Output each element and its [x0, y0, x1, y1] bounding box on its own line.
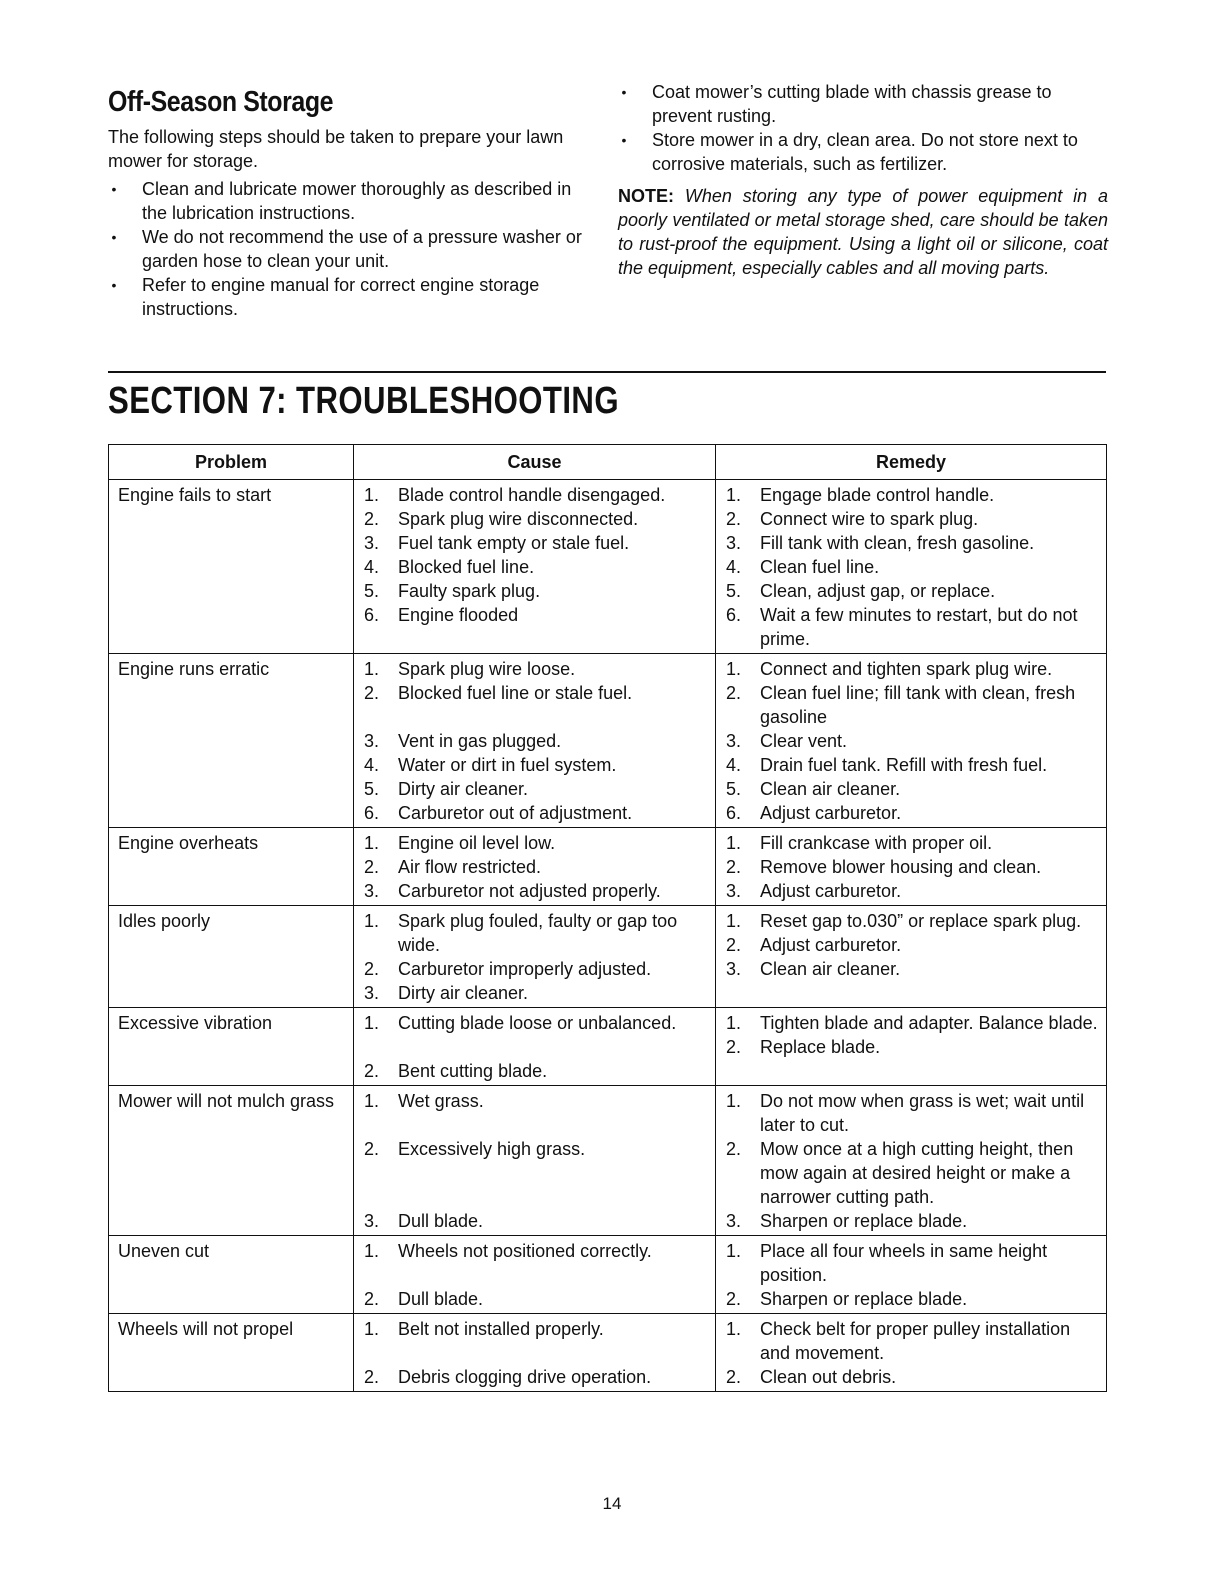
remedy-item [716, 579, 1106, 603]
cause-item [354, 531, 715, 555]
item-text: Engage blade control handle. [760, 485, 995, 505]
cause-item [354, 1209, 715, 1233]
item-number: 2. [726, 683, 742, 703]
item-text: Adjust carburetor. [760, 803, 902, 823]
item-text: Spark plug fouled, faulty or gap too wide. [398, 911, 678, 955]
cause-cell [354, 828, 716, 906]
remedy-cell [716, 654, 1107, 828]
table-row [109, 906, 1107, 1008]
remedy-item [716, 657, 1106, 681]
item-number: 1. [726, 1091, 742, 1111]
remedy-item [716, 933, 1106, 957]
remedy-item [716, 801, 1106, 825]
item-text: Blocked fuel line or stale fuel. [398, 683, 633, 703]
item-number: 2. [364, 857, 380, 877]
item-number: 2. [364, 1289, 380, 1309]
header-problem: Problem [109, 445, 354, 480]
item-number: 1. [726, 911, 742, 931]
remedy-item [716, 531, 1106, 555]
remedy-item [716, 507, 1106, 531]
item-number: 5. [726, 581, 742, 601]
cause-item [354, 777, 715, 801]
remedy-item [716, 1011, 1106, 1035]
item-number: 3. [364, 731, 380, 751]
table-row [109, 1008, 1107, 1086]
section-divider [108, 371, 1106, 373]
item-number: 6. [726, 605, 742, 625]
table-row [109, 480, 1107, 654]
item-number: 4. [364, 557, 380, 577]
item-text: Adjust carburetor. [760, 881, 902, 901]
item-text: Clean out debris. [760, 1367, 897, 1387]
item-number: 1. [726, 1013, 742, 1033]
item-text: Clean air cleaner. [760, 779, 901, 799]
remedy-cell [716, 1236, 1107, 1314]
item-text: Wet grass. [398, 1091, 484, 1111]
item-text: Carburetor improperly adjusted. [398, 959, 652, 979]
item-text: Clear vent. [760, 731, 848, 751]
remedy-item [716, 483, 1106, 507]
item-number: 3. [726, 881, 742, 901]
problem-cell: Engine runs erratic [109, 654, 354, 828]
cause-item [354, 1011, 715, 1059]
item-text: Debris clogging drive operation. [398, 1367, 652, 1387]
remedy-cell [716, 1314, 1107, 1392]
remedy-item [716, 1365, 1106, 1389]
storage-right-bullets [618, 80, 1108, 176]
item-text: Remove blower housing and clean. [760, 857, 1042, 877]
cause-item [354, 801, 715, 825]
item-text: Fuel tank empty or stale fuel. [398, 533, 630, 553]
cause-item [354, 981, 715, 1005]
item-number: 2. [726, 1289, 742, 1309]
item-number: 2. [364, 1061, 380, 1081]
cause-item [354, 729, 715, 753]
item-number: 1. [364, 833, 380, 853]
cause-item [354, 1059, 715, 1083]
item-number: 3. [726, 959, 742, 979]
problem-cell: Excessive vibration [109, 1008, 354, 1086]
item-number: 6. [364, 803, 380, 823]
item-text: Clean fuel line. [760, 557, 880, 577]
item-text: Sharpen or replace blade. [760, 1211, 968, 1231]
item-text: Blade control handle disengaged. [398, 485, 666, 505]
problem-cell: Wheels will not propel [109, 1314, 354, 1392]
cause-item [354, 507, 715, 531]
problem-cell: Mower will not mulch grass [109, 1086, 354, 1236]
item-number: 1. [364, 485, 380, 505]
table-row [109, 654, 1107, 828]
remedy-item [716, 1089, 1106, 1137]
remedy-item [716, 777, 1106, 801]
cause-item [354, 579, 715, 603]
item-text: Adjust carburetor. [760, 935, 902, 955]
item-text: Clean air cleaner. [760, 959, 901, 979]
remedy-cell [716, 906, 1107, 1008]
item-number: 3. [364, 1211, 380, 1231]
item-text: Blocked fuel line. [398, 557, 535, 577]
item-number: 2. [726, 857, 742, 877]
item-text: Spark plug wire disconnected. [398, 509, 639, 529]
bullet-icon: • [621, 84, 627, 100]
item-number: 3. [726, 533, 742, 553]
remedy-cell [716, 1086, 1107, 1236]
cause-cell [354, 1008, 716, 1086]
item-text: Air flow restricted. [398, 857, 542, 877]
remedy-item [716, 879, 1106, 903]
note-label: NOTE: [618, 186, 674, 206]
troubleshooting-table [108, 444, 1107, 1392]
cause-item [354, 879, 715, 903]
remedy-item [716, 729, 1106, 753]
table-row [109, 1314, 1107, 1392]
bullet-text: Refer to engine manual for correct engine storage instructions. [142, 275, 540, 319]
remedy-item [716, 681, 1106, 729]
header-cause: Cause [354, 445, 716, 480]
item-text: Carburetor out of adjustment. [398, 803, 633, 823]
storage-note [618, 184, 1108, 280]
remedy-item [716, 555, 1106, 579]
item-number: 4. [726, 755, 742, 775]
item-text: Replace blade. [760, 1037, 881, 1057]
remedy-item [716, 1317, 1106, 1365]
item-number: 2. [364, 1139, 380, 1159]
remedy-item [716, 1035, 1106, 1059]
item-text: Fill crankcase with proper oil. [760, 833, 993, 853]
item-text: Engine oil level low. [398, 833, 556, 853]
cause-item [354, 909, 715, 957]
problem-cell: Engine overheats [109, 828, 354, 906]
cause-cell [354, 654, 716, 828]
cause-item [354, 1137, 715, 1209]
off-season-storage-section [108, 80, 1108, 320]
item-number: 3. [726, 731, 742, 751]
problem-cell: Idles poorly [109, 906, 354, 1008]
table-header-row [109, 445, 1107, 480]
section-heading: SECTION 7: TROUBLESHOOTING [108, 380, 619, 422]
item-text: Check belt for proper pulley installation and movement. [760, 1319, 1071, 1363]
bullet-icon: • [111, 181, 117, 197]
item-text: Dull blade. [398, 1211, 484, 1231]
item-number: 1. [726, 833, 742, 853]
cause-item [354, 957, 715, 981]
item-text: Drain fuel tank. Refill with fresh fuel. [760, 755, 1048, 775]
item-text: Place all four wheels in same height position. [760, 1241, 1048, 1285]
item-text: Bent cutting blade. [398, 1061, 548, 1081]
item-text: Mow once at a high cutting height, then mow again at desired height or make a narrower cutting path. [760, 1139, 1074, 1207]
item-number: 1. [726, 1319, 742, 1339]
cause-item [354, 681, 715, 729]
table-row [109, 1236, 1107, 1314]
item-number: 5. [364, 581, 380, 601]
storage-intro: The following steps should be taken to prepare your lawn mower for storage. [108, 127, 564, 171]
remedy-item [716, 1287, 1106, 1311]
item-text: Reset gap to.030” or replace spark plug. [760, 911, 1082, 931]
remedy-item [716, 909, 1106, 933]
item-text: Wheels not positioned correctly. [398, 1241, 652, 1261]
item-text: Wait a few minutes to restart, but do not prime. [760, 605, 1078, 649]
item-number: 2. [726, 1367, 742, 1387]
cause-item [354, 1365, 715, 1389]
item-number: 6. [726, 803, 742, 823]
cause-item [354, 855, 715, 879]
remedy-item [716, 1239, 1106, 1287]
cause-item [354, 657, 715, 681]
item-number: 2. [726, 1037, 742, 1057]
item-text: Fill tank with clean, fresh gasoline. [760, 533, 1035, 553]
bullet-item [108, 177, 588, 225]
item-number: 1. [726, 659, 742, 679]
item-text: Faulty spark plug. [398, 581, 541, 601]
item-text: Dull blade. [398, 1289, 484, 1309]
table-row [109, 828, 1107, 906]
item-number: 3. [364, 983, 380, 1003]
note-text: When storing any type of power equipment in a poorly ventilated or metal storage shed, care should be taken to rust-proof the equipment. Using a light oil or silicone, coat the equipment, especially cables and all moving parts. [618, 186, 1108, 278]
cause-item [354, 1239, 715, 1287]
item-text: Dirty air cleaner. [398, 983, 529, 1003]
storage-heading: Off-Season Storage [108, 86, 334, 118]
item-number: 2. [726, 935, 742, 955]
cause-cell [354, 1236, 716, 1314]
bullet-item [108, 273, 588, 321]
remedy-item [716, 1137, 1106, 1209]
storage-right-column [618, 80, 1108, 280]
item-text: Excessively high grass. [398, 1139, 586, 1159]
cause-item [354, 753, 715, 777]
cause-item [354, 1287, 715, 1311]
item-number: 6. [364, 605, 380, 625]
item-number: 2. [364, 509, 380, 529]
bullet-text: Store mower in a dry, clean area. Do not store next to corrosive materials, such as fertilizer. [652, 130, 1078, 174]
item-number: 1. [726, 1241, 742, 1261]
header-remedy: Remedy [716, 445, 1107, 480]
cause-cell [354, 906, 716, 1008]
item-number: 2. [726, 1139, 742, 1159]
cause-item [354, 1317, 715, 1365]
item-number: 3. [726, 1211, 742, 1231]
cause-item [354, 1089, 715, 1137]
remedy-cell [716, 480, 1107, 654]
bullet-item [618, 128, 1108, 176]
item-text: Carburetor not adjusted properly. [398, 881, 661, 901]
item-number: 3. [364, 881, 380, 901]
item-number: 1. [364, 1241, 380, 1261]
remedy-cell [716, 828, 1107, 906]
item-number: 1. [364, 659, 380, 679]
item-number: 1. [364, 1091, 380, 1111]
bullet-text: We do not recommend the use of a pressure washer or garden hose to clean your unit. [142, 227, 582, 271]
problem-cell: Uneven cut [109, 1236, 354, 1314]
cause-item [354, 555, 715, 579]
remedy-item [716, 855, 1106, 879]
item-number: 1. [364, 1013, 380, 1033]
item-number: 1. [726, 485, 742, 505]
cause-cell [354, 1314, 716, 1392]
item-text: Sharpen or replace blade. [760, 1289, 968, 1309]
cause-cell [354, 480, 716, 654]
item-text: Water or dirt in fuel system. [398, 755, 617, 775]
bullet-text: Clean and lubricate mower thoroughly as described in the lubrication instructions. [142, 179, 572, 223]
item-number: 2. [364, 959, 380, 979]
remedy-item [716, 603, 1106, 651]
bullet-icon: • [621, 132, 627, 148]
bullet-icon: • [111, 229, 117, 245]
remedy-item [716, 753, 1106, 777]
item-number: 1. [364, 911, 380, 931]
item-number: 4. [364, 755, 380, 775]
problem-cell: Engine fails to start [109, 480, 354, 654]
item-number: 4. [726, 557, 742, 577]
item-text: Clean fuel line; fill tank with clean, fresh gasoline [760, 683, 1076, 727]
remedy-item [716, 957, 1106, 981]
bullet-item [618, 80, 1108, 128]
cause-item [354, 603, 715, 627]
item-number: 5. [364, 779, 380, 799]
storage-left-bullets [108, 177, 588, 321]
item-number: 1. [364, 1319, 380, 1339]
item-number: 2. [364, 1367, 380, 1387]
item-text: Cutting blade loose or unbalanced. [398, 1013, 677, 1033]
item-text: Do not mow when grass is wet; wait until later to cut. [760, 1091, 1085, 1135]
bullet-item [108, 225, 588, 273]
item-text: Connect wire to spark plug. [760, 509, 979, 529]
item-text: Vent in gas plugged. [398, 731, 562, 751]
item-number: 2. [364, 683, 380, 703]
bullet-icon: • [111, 277, 117, 293]
item-number: 3. [364, 533, 380, 553]
item-text: Clean, adjust gap, or replace. [760, 581, 996, 601]
storage-left-column [108, 80, 588, 321]
item-text: Dirty air cleaner. [398, 779, 529, 799]
item-text: Tighten blade and adapter. Balance blade. [760, 1013, 1098, 1033]
remedy-item [716, 831, 1106, 855]
page-number: 14 [602, 1494, 622, 1513]
item-text: Engine flooded [398, 605, 519, 625]
cause-cell [354, 1086, 716, 1236]
item-number: 5. [726, 779, 742, 799]
cause-item [354, 831, 715, 855]
item-text: Belt not installed properly. [398, 1319, 604, 1339]
item-text: Connect and tighten spark plug wire. [760, 659, 1053, 679]
bullet-text: Coat mower’s cutting blade with chassis grease to prevent rusting. [652, 82, 1052, 126]
cause-item [354, 483, 715, 507]
item-number: 2. [726, 509, 742, 529]
table-row [109, 1086, 1107, 1236]
remedy-cell [716, 1008, 1107, 1086]
item-text: Spark plug wire loose. [398, 659, 576, 679]
remedy-item [716, 1209, 1106, 1233]
